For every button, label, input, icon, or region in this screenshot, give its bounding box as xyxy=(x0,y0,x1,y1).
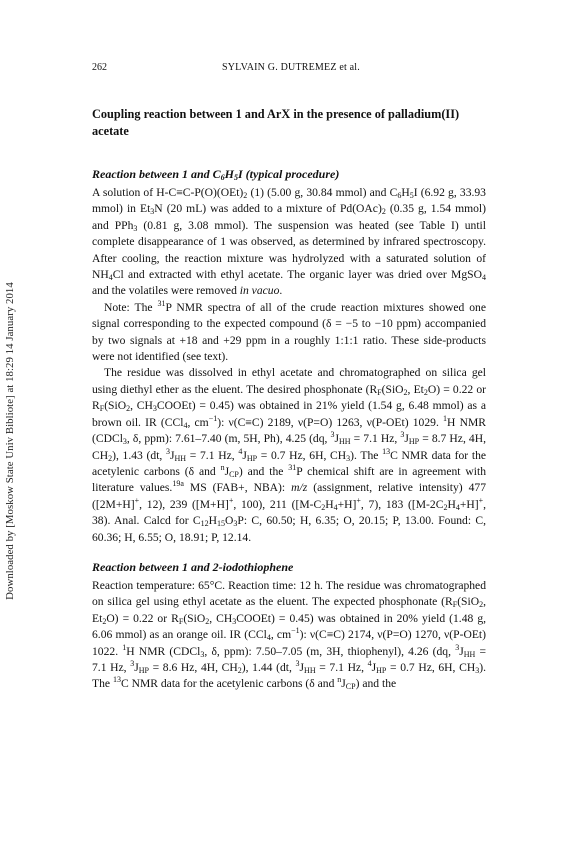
running-header xyxy=(92,62,486,80)
download-watermark xyxy=(3,245,17,637)
section-heading: Coupling reaction between 1 and ArX in the presence of palladium(II) acetate xyxy=(92,107,460,138)
download-note: Downloaded by [Moskow State Univ Bibliote] at 18:29 14 January 2014 xyxy=(4,282,16,600)
page-content xyxy=(92,62,486,693)
note-paragraph: Note: The $^{31}$P NMR spectra of all of the crude reaction mixtures showed one signal corresponding to the expected compound (δ = −5 to −10 ppm) accompanied by two signals at +18 and +29 ppm in a roughly 1:1:1 ratio. These side-products were not identified (see text). xyxy=(92,298,486,364)
subsection-heading-c6h5i: Reaction between 1 and $C_6H_5I$ (typical procedure) xyxy=(92,167,340,182)
subsection-heading-iodothiophene: Reaction between 1 and 2-iodothiophene xyxy=(92,559,294,574)
procedure-paragraph: A solution of $H-C\equiv C-P(O)(OEt)_2$ (1) (5.00 g, 30.84 mmol) and $C_6H_5I$ (6.92 g, 33.93 mmol) in $Et_3N$ (20 mL) was added to a mixture of $Pd(OAc)_2$ (0.35 g, 1.54 mmol) and PPh$_3$ (0.81 g, 3.08 mmol). The suspension was heated (see Table I) until complete disappearance of 1 was observed, as determined by infrared spectroscopy. After cooling, the reaction mixture was hydrolyzed with a saturated solution of $NH_4Cl$ and extracted with ethyl acetate. The organic layer was dried over MgSO$_4$ and the volatiles were removed in vacuo. xyxy=(92,186,486,298)
thiophene-paragraph: Reaction temperature: 65°C. Reaction time: 12 h. The residue was chromatographed on silica gel using ethyl acetate as the eluent. The expected phosphonate ($R_F(SiO_2$, $Et_2O) = 0.22$ or $R_F(SiO_2$, $CH_3COOEt) = 0.45$) was obtained in 20% yield (1.48 g, 6.06 mmol) as an orange oil. IR (CCl$_4$, $cm^{-1}$): ν(C≡C) 2174, ν(P=O) 1270, ν(P-OEt) 1022. $^1$H NMR (CDCl$_3$, δ, ppm): 7.50–7.05 (m, 3H, thiophenyl), 4.26 (dq, $^3J_{HH} = 7.1$ Hz, $^3J_{HP} = 8.6$ Hz, 4H, $CH_2$), 1.44 (dt, $^3J_{HH} = 7.1$ Hz, $^4J_{HP} = 0.7$ Hz, 6H, $CH_3$). The $^{13}$C NMR data for the acetylenic carbons (δ and $^nJ_{CP}$) and the xyxy=(92,578,487,692)
running-title: SYLVAIN G. DUTREMEZ et al. xyxy=(222,62,360,73)
page-number: 262 xyxy=(92,62,107,73)
characterization-paragraph: The residue was dissolved in ethyl acetate and chromatographed on silica gel using diethyl ether as the eluent. The desired phosphonate ($R_F(SiO_2$, $Et_2O) = 0.22$ or $R_F(SiO_2$, $CH_3COOEt) = 0.45$) was obtained in 21% yield (1.54 g, 6.48 mmol) as a brown oil. IR (CCl$_4$, $cm^{-1}$): ν(C≡C) 2189, ν(P=O) 1263, ν(P-OEt) 1029. $^1$H NMR (CDCl$_3$, δ, ppm): 7.61–7.40 (m, 5H, Ph), 4.25 (dq, $^3J_{HH} = 7.1$ Hz, $^3J_{HP} = 8.7$ Hz, 4H, $CH_2$), 1.43 (dt, $^3J_{HH} = 7.1$ Hz, $^4J_{HP} = 0.7$ Hz, 6H, $CH_3$). The $^{13}$C NMR data for the acetylenic carbons (δ and $^nJ_{CP}$) and the $^{31}$P chemical shift are in agreement with literature values.$^{19a}$ MS (FAB+, NBA): m/z (assignment, relative intensity) 477 ([2M+H]+, 12), 239 ([M+H]+, 100), 211 ($[M-C_2H_4+H]^+$, 7), 183 ($[M-2C_2H_4+H]^+$, 38). Anal. Calcd for $C_{12}H_{15}O_3P$: C, 60.50; H, 6.35; O, 20.15; P, 13.00. Found: C, 60.36; H, 6.55; O, 18.91; P, 12.14. xyxy=(92,366,487,544)
